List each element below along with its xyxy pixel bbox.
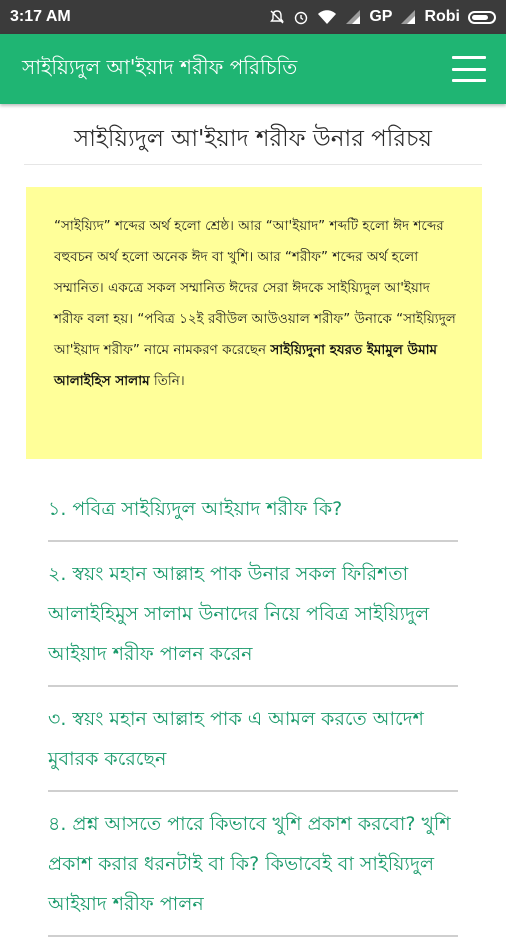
status-bar (0, 0, 506, 34)
list-item[interactable]: ২. স্বয়ং মহান আল্লাহ পাক উনার সকল ফিরিশতা আলাইহিমুস সালাম উনাদের নিয়ে পবিত্র সাইয়্যিদুল আইয়াদ শরীফ পালন করেন (48, 542, 458, 687)
list-item[interactable]: ১. পবিত্র সাইয়্যিদুল আইয়াদ শরীফ কি? (48, 477, 458, 542)
battery-icon (468, 11, 496, 24)
hamburger-menu-icon[interactable] (452, 56, 486, 82)
intro-box (26, 187, 482, 459)
intro-tail-text: তিনি। (149, 373, 185, 389)
mute-icon (269, 9, 285, 25)
signal-icon (345, 10, 361, 24)
wifi-icon (317, 9, 337, 25)
carrier-label-2: Robi (424, 8, 460, 25)
topic-list (48, 477, 458, 937)
heading-divider (24, 164, 482, 165)
main-content (0, 104, 506, 937)
intro-bold-text: সাইয়্যিদুনা হযরত ইমামুল উমাম আলাইহিস সালাম (54, 342, 437, 389)
status-time: 3:17 AM (10, 8, 71, 25)
list-item[interactable]: ৪. প্রশ্ন আসতে পারে কিভাবে খুশি প্রকাশ করবো? খুশি প্রকাশ করার ধরনটাই বা কি? কিভাবেই বা সাইয়্যিদুল আইয়াদ শরীফ পালন (48, 792, 458, 937)
list-item[interactable]: ৩. স্বয়ং মহান আল্লাহ পাক এ আমল করতে আদেশ মুবারক করেছেন (48, 687, 458, 792)
signal-icon-2 (400, 10, 416, 24)
status-icons (269, 8, 496, 26)
carrier-label-1: GP (369, 8, 393, 25)
intro-text: “সাইয়্যিদ” শব্দের অর্থ হলো শ্রেষ্ঠ। আর “আ'ইয়াদ” শব্দটি হলো ঈদ শব্দের বহুবচন অর্থ হলো অনেক ঈদ বা খুশি। আর “শরীফ” শব্দের অর্থ হলো সম্মানিত। একত্রে সকল সম্মানিত ঈদের সেরা ঈদকে সাইয়্যিদুল আ'ইয়াদ শরীফ বলা হয়। “পবিত্র ১২ই রবীউল আউওয়াল শরীফ” উনাকে “সাইয়্যিদুল আ'ইয়াদ শরীফ” নামে নামকরণ করেছেন (54, 218, 456, 358)
page-heading: সাইয়্যিদুল আ'ইয়াদ শরীফ উনার পরিচয় (74, 126, 432, 152)
app-bar (0, 34, 506, 104)
alarm-icon (293, 9, 309, 25)
app-title: সাইয়্যিদুল আ'ইয়াদ শরীফ পরিচিতি (22, 54, 298, 79)
